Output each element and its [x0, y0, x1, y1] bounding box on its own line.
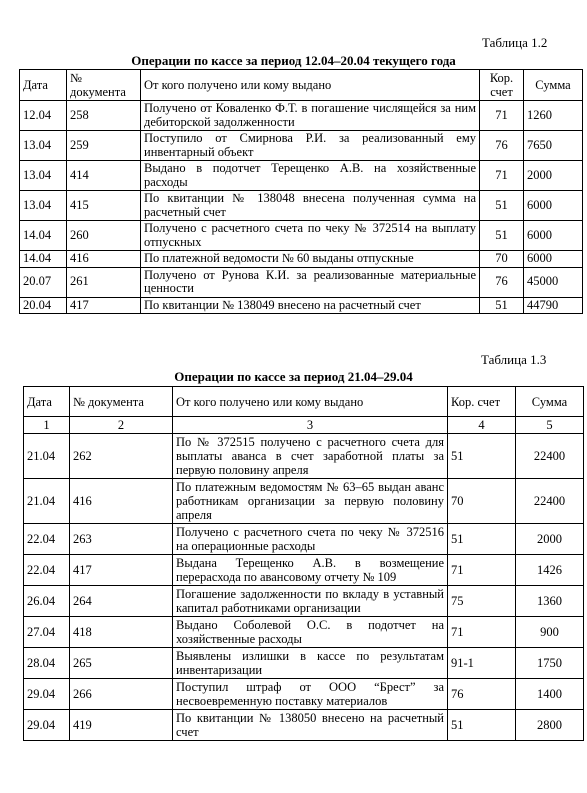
cell-date: 20.04 — [20, 297, 67, 314]
column-numbers-row — [24, 417, 584, 434]
column-number: 2 — [70, 417, 173, 434]
table-row — [20, 267, 583, 297]
cell-account: 51 — [480, 297, 524, 314]
cell-description: По платежным ведомостям № 63–65 выдан аванс работникам организации за первую половину апреля — [173, 479, 448, 524]
header-sum: Сумма — [524, 70, 583, 101]
cell-account: 76 — [480, 131, 524, 161]
cell-account: 71 — [448, 617, 516, 648]
cell-description: Выдана Терещенко А.В. в возмещение перерасхода по авансовому отчету № 109 — [173, 555, 448, 586]
cell-sum: 900 — [516, 617, 584, 648]
cell-sum: 1400 — [516, 679, 584, 710]
cell-date: 13.04 — [20, 131, 67, 161]
cell-sum: 22400 — [516, 479, 584, 524]
cell-doc-number: 419 — [70, 710, 173, 741]
cash-operations-table-1 — [19, 69, 583, 314]
table-header-row — [20, 70, 583, 101]
cell-sum: 2000 — [516, 524, 584, 555]
cell-description: Выдано Соболевой О.С. в подотчет на хозяйственные расходы — [173, 617, 448, 648]
cell-doc-number: 264 — [70, 586, 173, 617]
table2-caption: Таблица 1.3 — [481, 352, 547, 367]
cell-description: По платежной ведомости № 60 выданы отпускные — [141, 251, 480, 268]
cell-account: 51 — [448, 710, 516, 741]
table-row — [24, 555, 584, 586]
header-account: Кор. счет — [480, 70, 524, 101]
cell-sum: 1260 — [524, 101, 583, 131]
cell-doc-number: 417 — [67, 297, 141, 314]
table-row — [20, 101, 583, 131]
header-description: От кого получено или кому выдано — [141, 70, 480, 101]
header-doc-number: № документа — [70, 387, 173, 417]
table-row — [24, 710, 584, 741]
cell-account: 70 — [448, 479, 516, 524]
column-number: 1 — [24, 417, 70, 434]
cell-description: Получено от Коваленко Ф.Т. в погашение числящейся за ним дебиторской задолженности — [141, 101, 480, 131]
cell-doc-number: 416 — [70, 479, 173, 524]
cell-date: 21.04 — [24, 434, 70, 479]
cell-doc-number: 418 — [70, 617, 173, 648]
header-date: Дата — [20, 70, 67, 101]
cell-account: 51 — [480, 221, 524, 251]
cell-doc-number: 262 — [70, 434, 173, 479]
table-row — [24, 479, 584, 524]
table-row — [20, 131, 583, 161]
cell-doc-number: 258 — [67, 101, 141, 131]
table-header-row — [24, 387, 584, 417]
column-number: 5 — [516, 417, 584, 434]
cell-doc-number: 414 — [67, 161, 141, 191]
table-row — [24, 586, 584, 617]
cell-account: 76 — [448, 679, 516, 710]
cell-doc-number: 417 — [70, 555, 173, 586]
cell-date: 28.04 — [24, 648, 70, 679]
cell-sum: 7650 — [524, 131, 583, 161]
table-row — [24, 648, 584, 679]
table-row — [24, 617, 584, 648]
cell-sum: 2800 — [516, 710, 584, 741]
cell-doc-number: 265 — [70, 648, 173, 679]
cell-description: Получено от Рунова К.И. за реализованные материальные ценности — [141, 267, 480, 297]
cell-doc-number: 263 — [70, 524, 173, 555]
header-sum: Сумма — [516, 387, 584, 417]
cell-date: 26.04 — [24, 586, 70, 617]
column-number: 3 — [173, 417, 448, 434]
cell-date: 20.07 — [20, 267, 67, 297]
cell-sum: 6000 — [524, 221, 583, 251]
header-date: Дата — [24, 387, 70, 417]
table-row — [20, 251, 583, 268]
header-account: Кор. счет — [448, 387, 516, 417]
cell-sum: 45000 — [524, 267, 583, 297]
table1-title: Операции по кассе за период 12.04–20.04 текущего года — [131, 53, 456, 68]
cell-description: По квитанции № 138050 внесено на расчетный счет — [173, 710, 448, 741]
table-row — [20, 161, 583, 191]
cell-description: Погашение задолженности по вкладу в уставный капитал работниками организации — [173, 586, 448, 617]
cell-account: 51 — [480, 191, 524, 221]
cell-description: По квитанции № 138049 внесено на расчетный счет — [141, 297, 480, 314]
cell-description: Получено с расчетного счета по чеку № 372516 на операционные расходы — [173, 524, 448, 555]
cell-date: 22.04 — [24, 524, 70, 555]
cell-sum: 22400 — [516, 434, 584, 479]
cell-account: 76 — [480, 267, 524, 297]
cell-date: 22.04 — [24, 555, 70, 586]
cell-sum: 1426 — [516, 555, 584, 586]
cell-description: По квитанции № 138048 внесена полученная сумма на расчетный счет — [141, 191, 480, 221]
header-doc-number: № документа — [67, 70, 141, 101]
cell-date: 14.04 — [20, 221, 67, 251]
cell-doc-number: 259 — [67, 131, 141, 161]
header-description: От кого получено или кому выдано — [173, 387, 448, 417]
cell-date: 29.04 — [24, 710, 70, 741]
cell-doc-number: 266 — [70, 679, 173, 710]
cell-account: 71 — [448, 555, 516, 586]
cell-doc-number: 415 — [67, 191, 141, 221]
cell-doc-number: 416 — [67, 251, 141, 268]
table-row — [24, 434, 584, 479]
cell-description: Выдано в подотчет Терещенко А.В. на хозяйственные расходы — [141, 161, 480, 191]
table-row — [24, 679, 584, 710]
cell-account: 71 — [480, 101, 524, 131]
cell-account: 91-1 — [448, 648, 516, 679]
table-row — [20, 221, 583, 251]
cell-doc-number: 261 — [67, 267, 141, 297]
cell-description: Выявлены излишки в кассе по результатам инвентаризации — [173, 648, 448, 679]
cell-sum: 6000 — [524, 251, 583, 268]
cell-account: 75 — [448, 586, 516, 617]
cell-sum: 1750 — [516, 648, 584, 679]
cell-date: 14.04 — [20, 251, 67, 268]
cell-account: 70 — [480, 251, 524, 268]
cell-date: 27.04 — [24, 617, 70, 648]
cell-sum: 44790 — [524, 297, 583, 314]
cell-account: 71 — [480, 161, 524, 191]
cash-operations-table-2 — [23, 386, 584, 741]
table2-title: Операции по кассе за период 21.04–29.04 — [174, 369, 413, 384]
cell-date: 12.04 — [20, 101, 67, 131]
cell-sum: 2000 — [524, 161, 583, 191]
cell-date: 13.04 — [20, 161, 67, 191]
cell-sum: 1360 — [516, 586, 584, 617]
cell-sum: 6000 — [524, 191, 583, 221]
cell-description: Поступило от Смирнова Р.И. за реализованный ему инвентарный объект — [141, 131, 480, 161]
cell-account: 51 — [448, 434, 516, 479]
cell-date: 21.04 — [24, 479, 70, 524]
cell-account: 51 — [448, 524, 516, 555]
cell-doc-number: 260 — [67, 221, 141, 251]
table1-caption: Таблица 1.2 — [482, 35, 548, 50]
table-row — [20, 191, 583, 221]
column-number: 4 — [448, 417, 516, 434]
table-row — [24, 524, 584, 555]
cell-description: По № 372515 получено с расчетного счета для выплаты аванса в счет заработной платы за первую половину апреля — [173, 434, 448, 479]
cell-description: Поступил штраф от ООО “Брест” за несвоевременную поставку материалов — [173, 679, 448, 710]
table-row — [20, 297, 583, 314]
cell-date: 29.04 — [24, 679, 70, 710]
cell-date: 13.04 — [20, 191, 67, 221]
cell-description: Получено с расчетного счета по чеку № 372514 на выплату отпускных — [141, 221, 480, 251]
